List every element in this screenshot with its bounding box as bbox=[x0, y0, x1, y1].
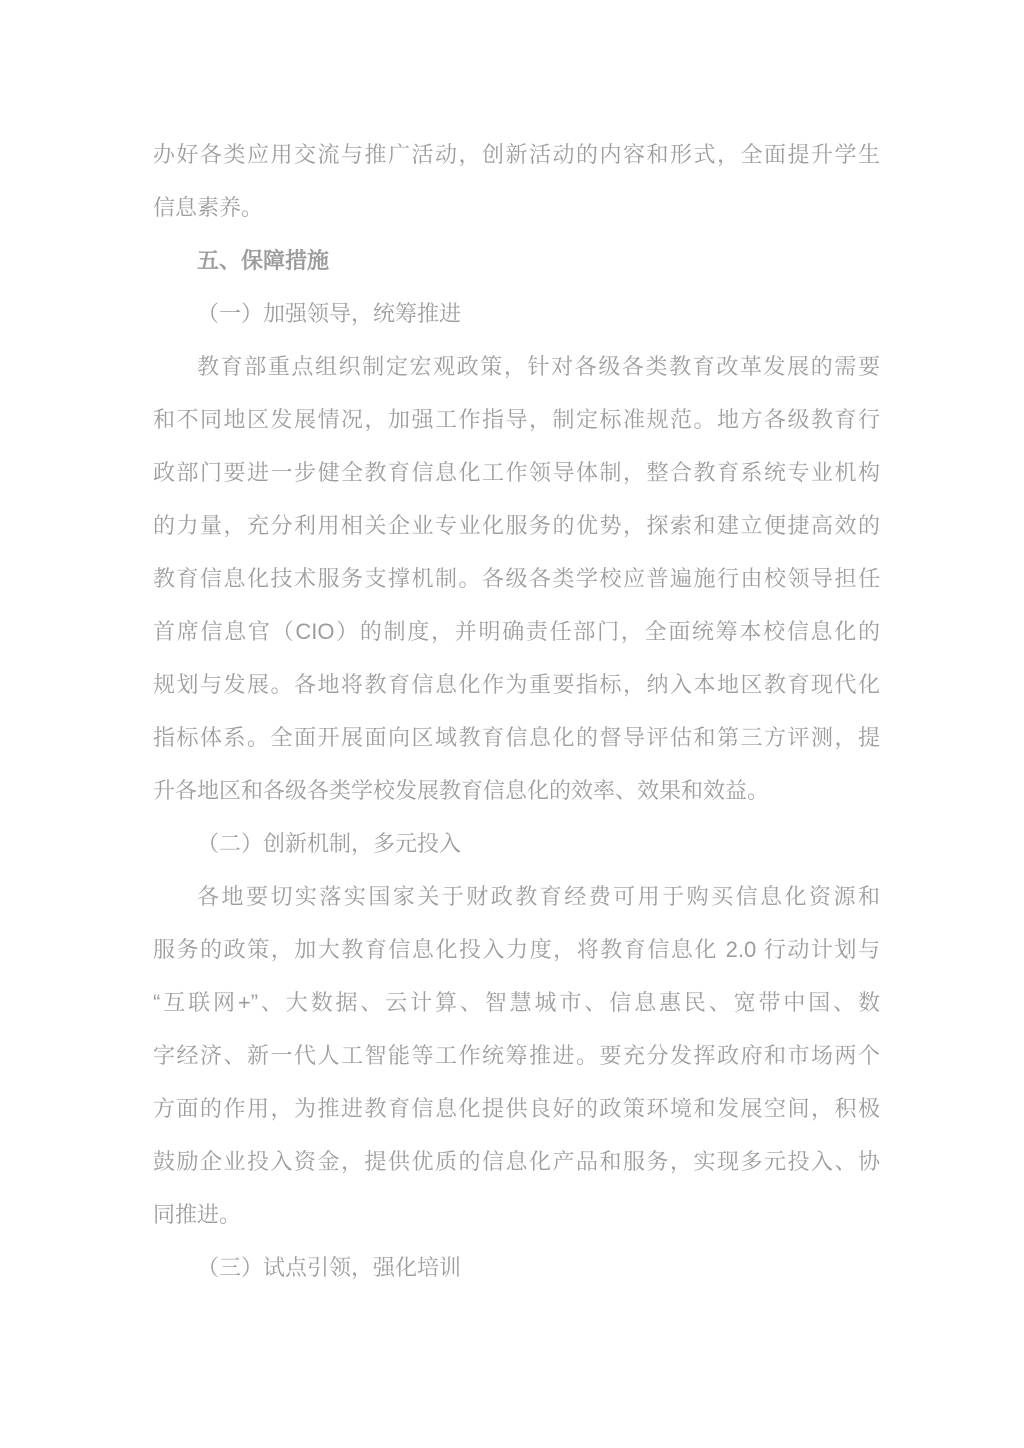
document-lines bbox=[153, 128, 880, 1294]
text-line: 的力量，充分利用相关企业专业化服务的优势，探索和建立便捷高效的 bbox=[153, 513, 880, 538]
text-line: “互联网+”、大数据、云计算、智慧城市、信息惠民、宽带中国、数 bbox=[153, 990, 880, 1015]
text-line: 同推进。 bbox=[153, 1202, 242, 1227]
text-line: 服务的政策，加大教育信息化投入力度，将教育信息化 2.0 行动计划与 bbox=[153, 937, 880, 962]
text-line: （一）加强领导，统筹推进 bbox=[197, 301, 462, 326]
text-line: 方面的作用，为推进教育信息化提供良好的政策环境和发展空间，积极 bbox=[153, 1096, 880, 1121]
text-line: 政部门要进一步健全教育信息化工作领导体制，整合教育系统专业机构 bbox=[153, 460, 880, 485]
text-line: 信息素养。 bbox=[153, 195, 264, 220]
text-line: 各地要切实落实国家关于财政教育经费可用于购买信息化资源和 bbox=[197, 884, 880, 909]
text-line: 办好各类应用交流与推广活动，创新活动的内容和形式，全面提升学生 bbox=[153, 142, 880, 167]
text-line: （二）创新机制，多元投入 bbox=[197, 831, 462, 856]
text-line: 和不同地区发展情况，加强工作指导，制定标准规范。地方各级教育行 bbox=[153, 407, 880, 432]
text-line: 鼓励企业投入资金，提供优质的信息化产品和服务，实现多元投入、协 bbox=[153, 1149, 880, 1174]
text-line: 教育信息化技术服务支撑机制。各级各类学校应普遍施行由校领导担任 bbox=[153, 566, 880, 591]
text-line: 指标体系。全面开展面向区域教育信息化的督导评估和第三方评测，提 bbox=[153, 725, 880, 750]
text-line: 规划与发展。各地将教育信息化作为重要指标，纳入本地区教育现代化 bbox=[153, 672, 880, 697]
text-line: 升各地区和各级各类学校发展教育信息化的效率、效果和效益。 bbox=[153, 778, 770, 803]
text-line: 字经济、新一代人工智能等工作统筹推进。要充分发挥政府和市场两个 bbox=[153, 1043, 880, 1068]
section-heading: 五、保障措施 bbox=[197, 248, 330, 273]
text-line: 首席信息官（CIO）的制度，并明确责任部门，全面统筹本校信息化的 bbox=[153, 619, 880, 644]
text-line: 教育部重点组织制定宏观政策，针对各级各类教育改革发展的需要 bbox=[197, 354, 880, 379]
text-line: （三）试点引领，强化培训 bbox=[197, 1255, 462, 1280]
